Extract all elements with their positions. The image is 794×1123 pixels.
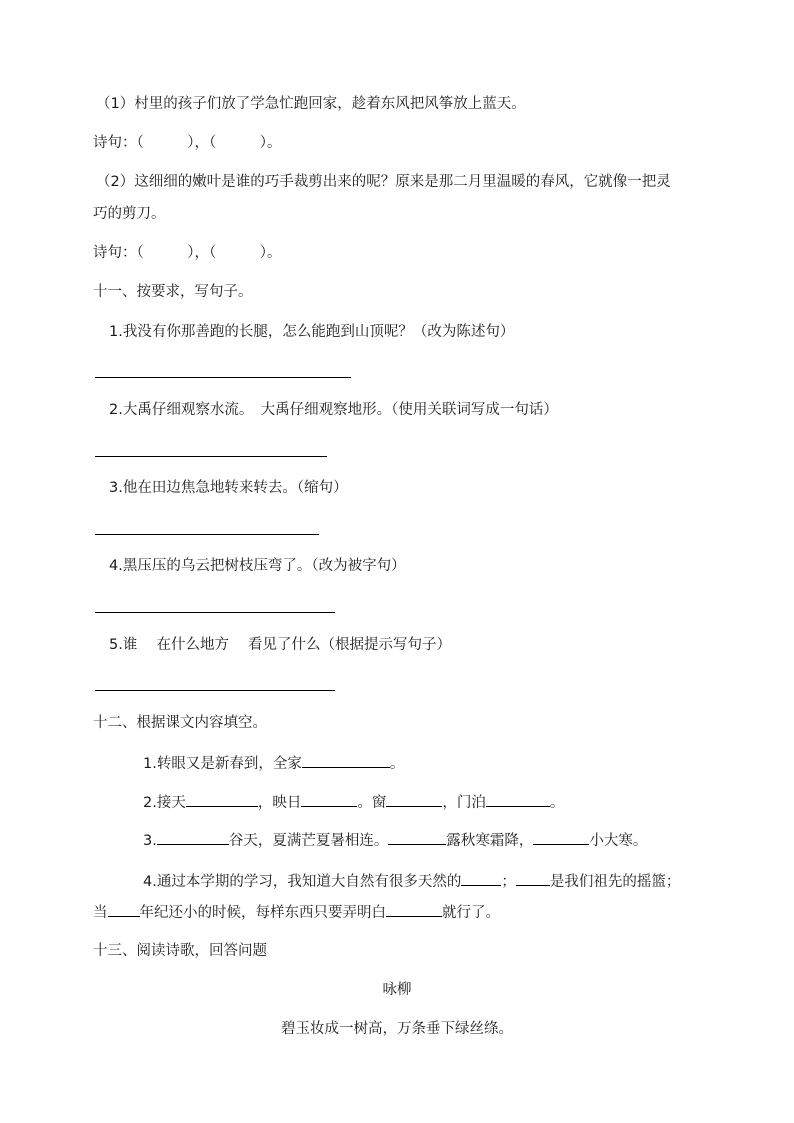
- fill-blank[interactable]: [461, 870, 501, 886]
- fill-blank[interactable]: [157, 829, 229, 845]
- question-10-1-answer[interactable]: 诗句：（ ），（ ）。: [93, 135, 282, 151]
- poem-line-1: 碧玉妆成一树高，万条垂下绿丝绦。: [281, 1021, 513, 1037]
- section-11-item-5: 5.谁 在什么地方 看见了什么（根据提示写句子）: [109, 637, 452, 653]
- fill-item-2-text-c: 。窗: [357, 795, 387, 811]
- question-10-2-text-line1: （2）这细细的嫩叶是谁的巧手裁剪出来的呢？原来是那二月里温暖的春风，它就像一把灵: [96, 174, 671, 190]
- fill-blank[interactable]: [186, 791, 258, 807]
- poem-title: 咏柳: [382, 982, 412, 998]
- fill-item-2-text-b: ，映日: [257, 795, 302, 811]
- answer-line-3[interactable]: [95, 534, 319, 535]
- answer-line-2[interactable]: [95, 456, 327, 457]
- question-10-1-text: （1）村里的孩子们放了学急忙跑回家，趁着东风把风筝放上蓝天。: [96, 96, 526, 112]
- fill-item-2-text-e: 。: [549, 795, 565, 811]
- fill-blank[interactable]: [388, 829, 446, 845]
- fill-blank[interactable]: [302, 752, 390, 768]
- question-10-2-text-line2: 巧的剪刀。: [93, 206, 166, 222]
- section-11-item-4: 4.黑压压的乌云把树枝压弯了。（改为被字句）: [109, 558, 406, 574]
- fill-item-4-text-a: 4.通过本学期的学习，我知道大自然有很多天然的: [143, 874, 462, 890]
- answer-line-4[interactable]: [95, 612, 335, 613]
- fill-item-3: [143, 829, 647, 851]
- section-11-item-1: 1.我没有你那善跑的长腿，怎么能跑到山顶呢？（改为陈述句）: [109, 324, 515, 340]
- fill-item-4-line2: [93, 901, 500, 923]
- fill-item-3-text-a: 3.: [143, 833, 157, 849]
- fill-item-2-text-d: ，门泊: [442, 795, 486, 811]
- fill-item-2: [143, 791, 564, 813]
- fill-item-3-text-c: 露秋寒霜降，: [446, 833, 534, 849]
- fill-item-1-text-a: 1.转眼又是新春到，全家: [143, 756, 302, 772]
- section-13-heading: 十三、阅读诗歌，回答问题: [93, 943, 267, 959]
- fill-blank[interactable]: [516, 870, 550, 886]
- fill-blank[interactable]: [301, 791, 357, 807]
- fill-item-4-text-e: 年纪还小的时候，每样东西只要弄明白: [139, 905, 386, 921]
- fill-item-4-text-f: 就行了。: [442, 905, 500, 921]
- fill-blank[interactable]: [386, 791, 442, 807]
- fill-item-3-text-b: 谷天，夏满芒夏暑相连。: [228, 833, 389, 849]
- section-11-item-3: 3.他在田边焦急地转来转去。（缩句）: [109, 480, 348, 496]
- fill-item-1: [143, 752, 404, 774]
- section-11-item-2: 2.大禹仔细观察水流。 大禹仔细观察地形。（使用关联词写成一句话）: [109, 402, 558, 418]
- fill-item-4-line1: [143, 870, 680, 892]
- fill-item-2-text-a: 2.接天: [143, 795, 186, 811]
- fill-item-4-text-d: 当: [93, 905, 108, 921]
- answer-line-5[interactable]: [95, 690, 335, 691]
- answer-line-1[interactable]: [95, 377, 351, 378]
- section-12-heading: 十二、根据课文内容填空。: [93, 715, 267, 731]
- fill-item-4-text-b: ；: [501, 874, 516, 890]
- fill-blank[interactable]: [486, 791, 550, 807]
- fill-item-4-text-c: 是我们祖先的摇篮；: [549, 874, 681, 890]
- question-10-2-answer[interactable]: 诗句：（ ），（ ）。: [93, 245, 282, 261]
- fill-blank[interactable]: [386, 901, 442, 917]
- fill-blank[interactable]: [108, 901, 140, 917]
- fill-item-3-text-d: 小大寒。: [589, 833, 648, 849]
- section-11-heading: 十一、按要求，写句子。: [93, 284, 253, 300]
- fill-blank[interactable]: [533, 829, 589, 845]
- fill-item-1-text-b: 。: [389, 756, 405, 772]
